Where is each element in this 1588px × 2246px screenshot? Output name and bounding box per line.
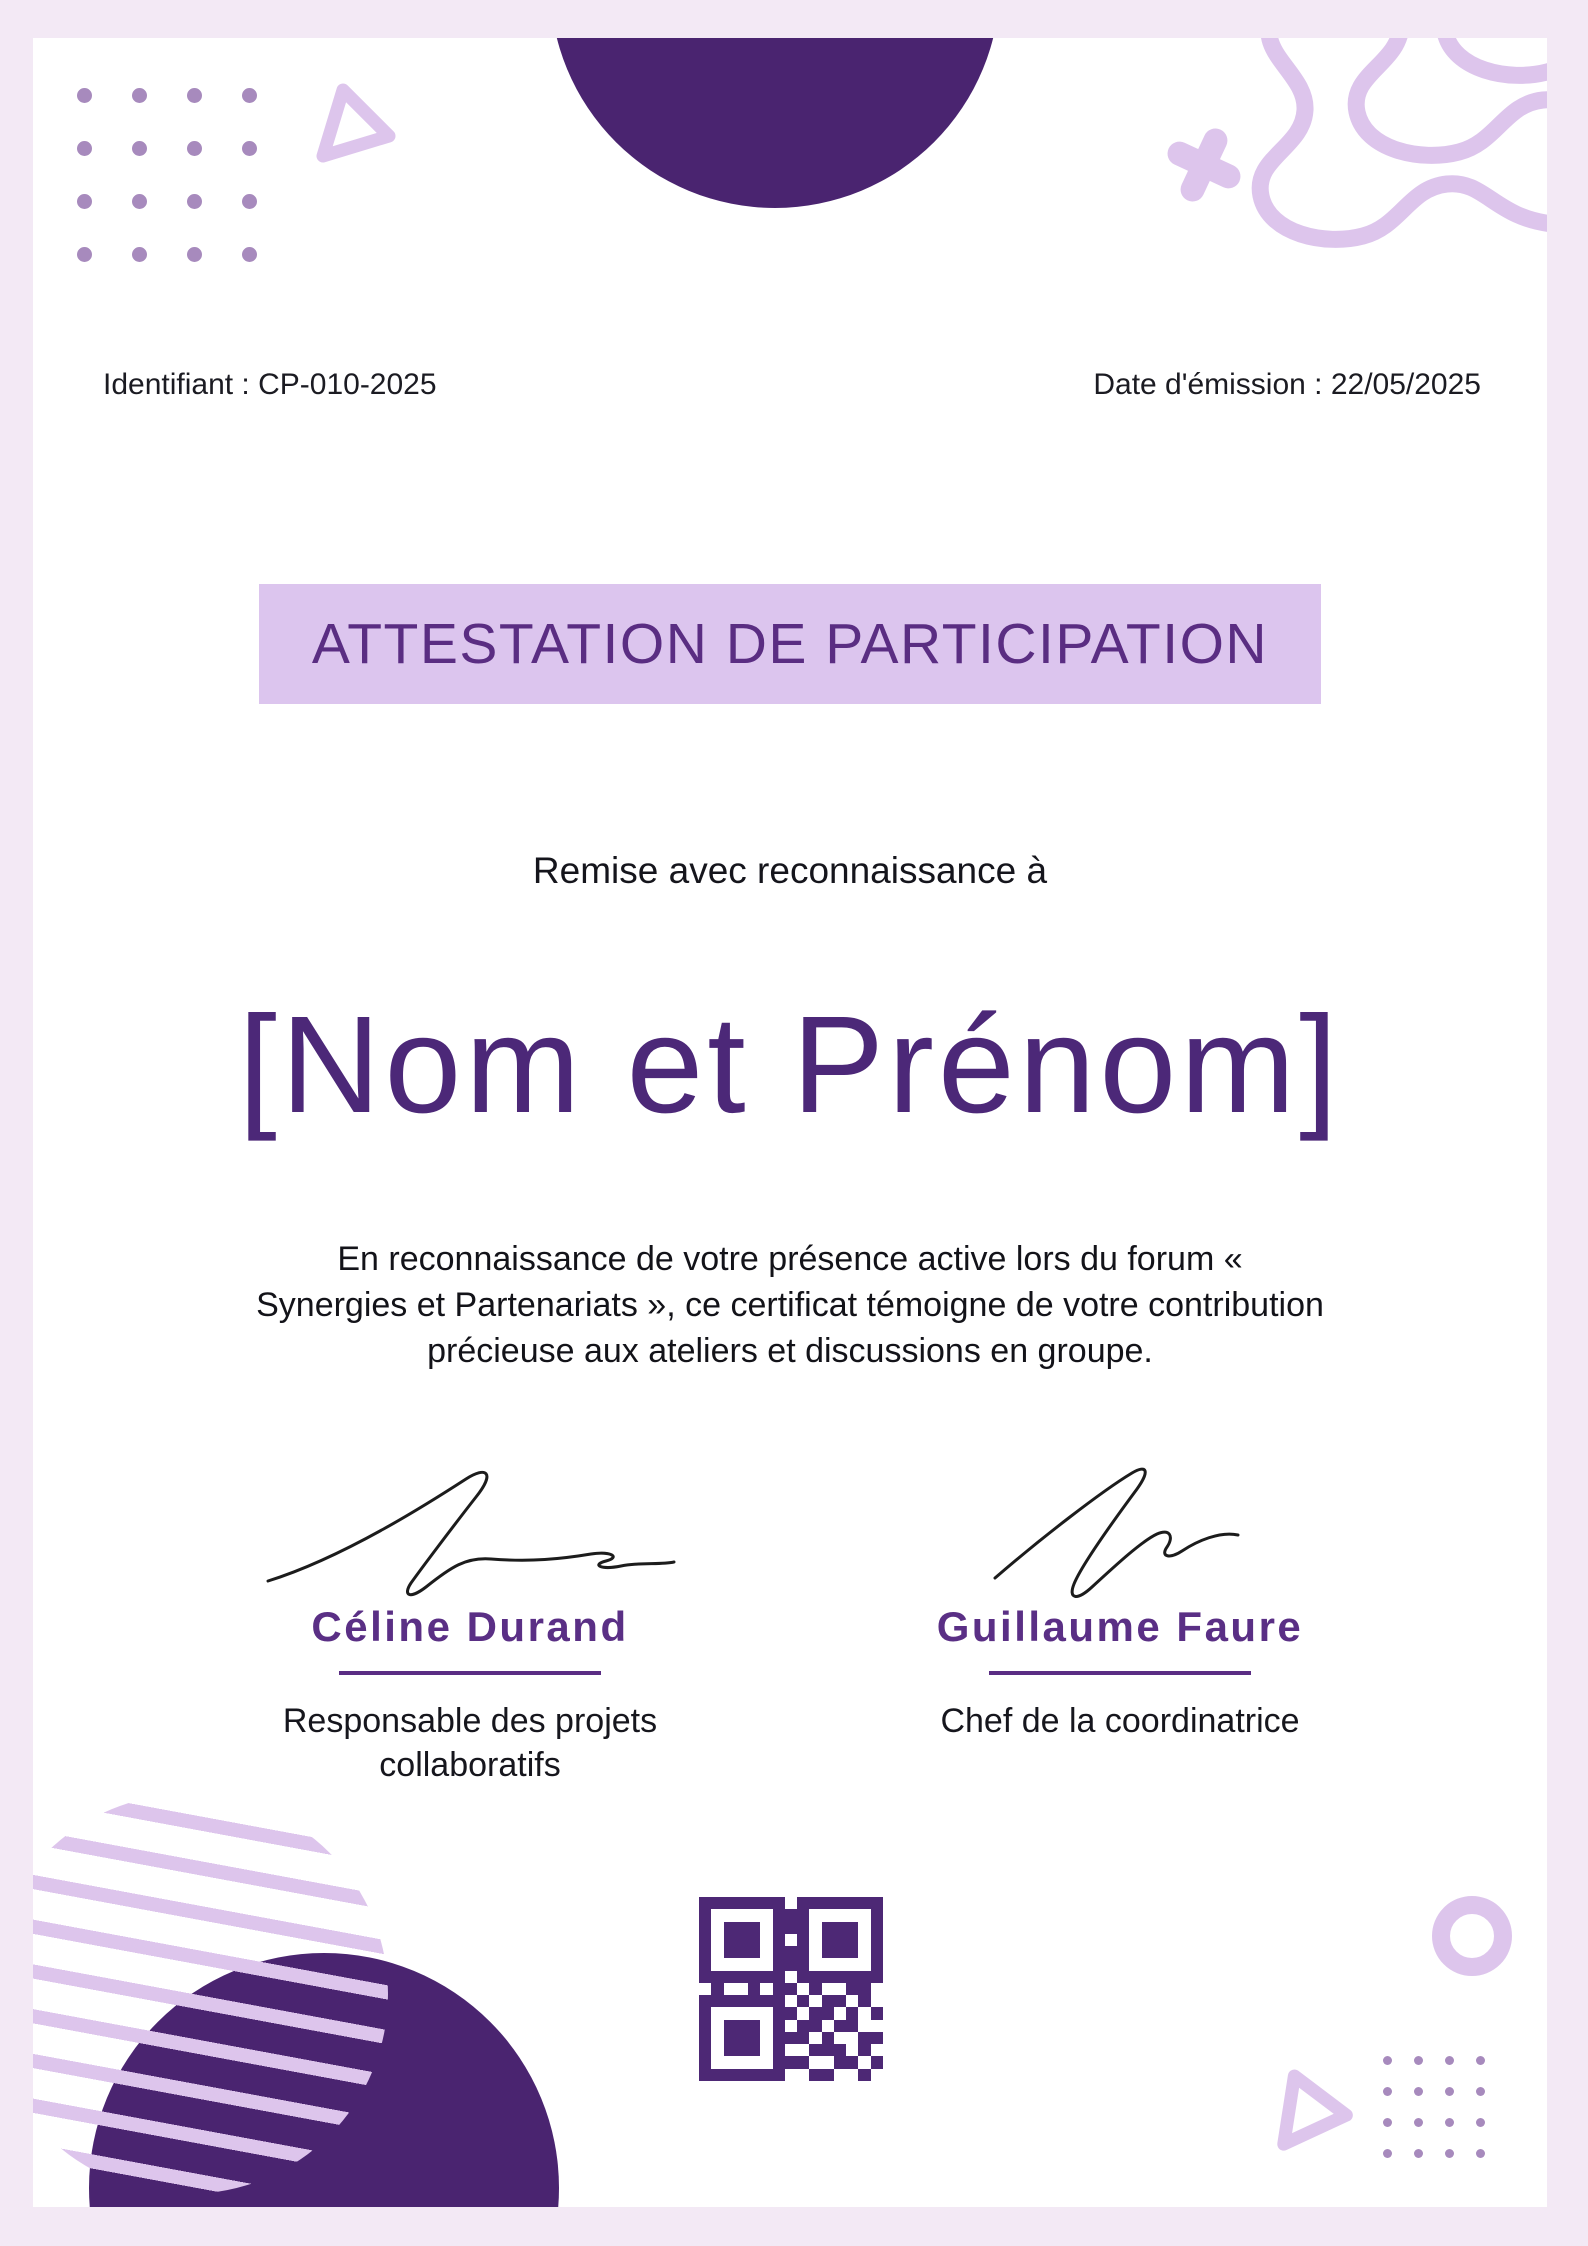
- meta-row: [103, 368, 1481, 402]
- dot: [187, 247, 202, 262]
- dot: [77, 141, 92, 156]
- certificate-page: [33, 38, 1547, 2207]
- signature-block-left: [220, 1458, 720, 1787]
- presentation-line: Remise avec reconnaissance à: [532, 850, 1048, 891]
- dot: [1414, 2056, 1423, 2065]
- waves-top-right-icon: [1213, 38, 1547, 306]
- dot: [187, 88, 202, 103]
- dot: [1476, 2118, 1485, 2127]
- dot: [1445, 2149, 1454, 2158]
- semicircle-top-shape: [550, 38, 1000, 208]
- dot: [242, 88, 257, 103]
- qr-code: [699, 1897, 883, 2081]
- dot: [1414, 2087, 1423, 2096]
- signature-scribble-right: [870, 1458, 1370, 1603]
- signatory-role: Responsable des projets collaboratifs: [282, 1702, 658, 1784]
- dot: [77, 88, 92, 103]
- triangle-outline-bottom-right-icon: [1255, 2052, 1368, 2165]
- dot: [1383, 2056, 1392, 2065]
- certificate-id: Identifiant : CP-010-2025: [103, 368, 437, 401]
- dots-grid-top-left-icon: [77, 88, 257, 262]
- dot: [242, 141, 257, 156]
- signatory-name: Céline Durand: [311, 1603, 629, 1650]
- dot: [132, 247, 147, 262]
- dot: [1383, 2087, 1392, 2096]
- dot: [1476, 2056, 1485, 2065]
- signatory-role: Chef de la coordinatrice: [940, 1702, 1300, 1740]
- body-line: En reconnaissance de votre présence active lors du forum «: [337, 1240, 1243, 1278]
- dot: [1445, 2118, 1454, 2127]
- body-paragraph: [33, 1236, 1547, 1374]
- triangle-outline-top-left-icon: [305, 74, 405, 174]
- dot: [132, 194, 147, 209]
- dot: [132, 88, 147, 103]
- dot: [1445, 2056, 1454, 2065]
- donut-circle-icon: [1432, 1896, 1512, 1976]
- signature-underline: [989, 1671, 1251, 1675]
- body-line: Synergies et Partenariats », ce certificat témoigne de votre contribution: [256, 1286, 1324, 1324]
- dot: [1383, 2149, 1392, 2158]
- signature-block-right: [870, 1458, 1370, 1743]
- dot: [77, 247, 92, 262]
- dot: [1476, 2087, 1485, 2096]
- body-line: précieuse aux ateliers et discussions en groupe.: [427, 1332, 1153, 1370]
- dot: [242, 194, 257, 209]
- dot: [1476, 2149, 1485, 2158]
- dot: [242, 247, 257, 262]
- signature-scribble-left: [220, 1458, 720, 1603]
- dot: [1414, 2149, 1423, 2158]
- dot: [187, 141, 202, 156]
- dot: [1414, 2118, 1423, 2127]
- recipient-name-placeholder: [Nom et Prénom]: [238, 988, 1342, 1142]
- dot: [77, 194, 92, 209]
- title-banner: [259, 584, 1321, 704]
- signatory-name: Guillaume Faure: [936, 1603, 1304, 1650]
- dot: [1383, 2118, 1392, 2127]
- dot: [187, 194, 202, 209]
- signature-underline: [339, 1671, 601, 1675]
- dot: [132, 141, 147, 156]
- issue-date: Date d'émission : 22/05/2025: [1093, 368, 1481, 401]
- dots-grid-bottom-right-icon: [1383, 2056, 1485, 2158]
- certificate-title: ATTESTATION DE PARTICIPATION: [311, 612, 1269, 676]
- dot: [1445, 2087, 1454, 2096]
